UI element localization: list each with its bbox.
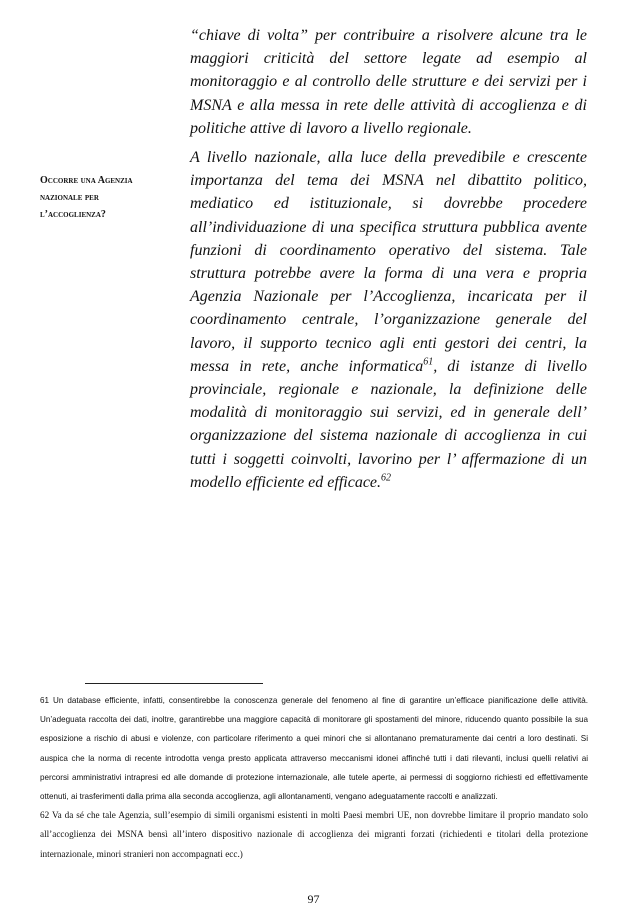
paragraph-2-text-a: A livello nazionale, alla luce della prevedibile e crescente importanza del tema dei MSNA nel dibattito politico, mediatico ed istituzionale, si dovrebbe procedere all’individuazione di una specifica struttura pubblica avente funzioni di coordinamento operativo del sistema. Tale struttura potrebbe avere la forma di una vera e propria Agenzia Nazionale per l’Accoglienza, incaricata per il coordinamento centrale, l’organizzazione generale del lavoro, il supporto tecnico agli enti gestori dei centri, la messa in rete, anche informatica bbox=[190, 149, 587, 375]
paragraph-2 bbox=[190, 146, 587, 494]
footnote-62: 62 Va da sé che tale Agenzia, sull’esempio di simili organismi esistenti in molti Paesi membri UE, non dovrebbe limitare il proprio mandato solo all’accoglienza dei MSNA bensì all’intero dispositivo nazionale di accoglienza dei migranti forzati (richiedenti e titolari della protezione internazionale, minori stranieri non accompagnati ecc.) bbox=[40, 810, 588, 859]
paragraph-2-text-b: , di istanze di livello provinciale, regionale e nazionale, la definizione delle modalità di monitoraggio sui servizi, ed in generale dell’ organizzazione del sistema nazionale di accoglienza in cui tutti i soggetti coinvolti, lavorino per l’ affermazione di un modello efficiente ed efficace. bbox=[190, 357, 587, 491]
footnote-divider bbox=[85, 683, 263, 684]
footnotes bbox=[40, 691, 588, 864]
main-body-text bbox=[190, 24, 587, 494]
page-number: 97 bbox=[307, 892, 320, 906]
footnote-ref-62[interactable]: 62 bbox=[381, 472, 392, 484]
paragraph-1: “chiave di volta” per contribuire a risolvere alcune tra le maggiori criticità del settore legate ad esempio al monitoraggio e al controllo delle strutture e dei servizi per i MSNA e alla messa in rete delle attività di accoglienza e di politiche attive di lavoro a livello regionale. bbox=[190, 27, 587, 137]
margin-heading: Occorre una Agenzia nazionale per l’accoglienza? bbox=[40, 175, 133, 220]
footnote-61: 61 Un database efficiente, infatti, consentirebbe la conoscenza generale del fenomeno al fine di garantire un’efficace pianificazione delle attività. Un’adeguata raccolta dei dati, inoltre, garantirebbe una maggiore capacità di monitorare gli spostamenti del minore, riducendo quanto possibile la sua esposizione a rischio di abusi e violenze, con particolare riferimento a quei minori che si allontanano prematuramente dai centri a loro destinati. Si auspica che la norma di recente introdotta venga presto applicata attraverso meccanismi idonei affinché tutti i dati rilevanti, inclusi quelli relativi ai percorsi amministrativi intrapresi ed alle domande di protezione internazionale, alle tutele aperte, ai permessi di soggiorno richiesti ed effettivamente ottenuti, ai trasferimenti dalla prima alla seconda accoglienza, agli allontanamenti, vengano adeguatamente raccolti e analizzati. bbox=[40, 696, 588, 802]
footnote-ref-61[interactable]: 61 bbox=[423, 356, 434, 368]
